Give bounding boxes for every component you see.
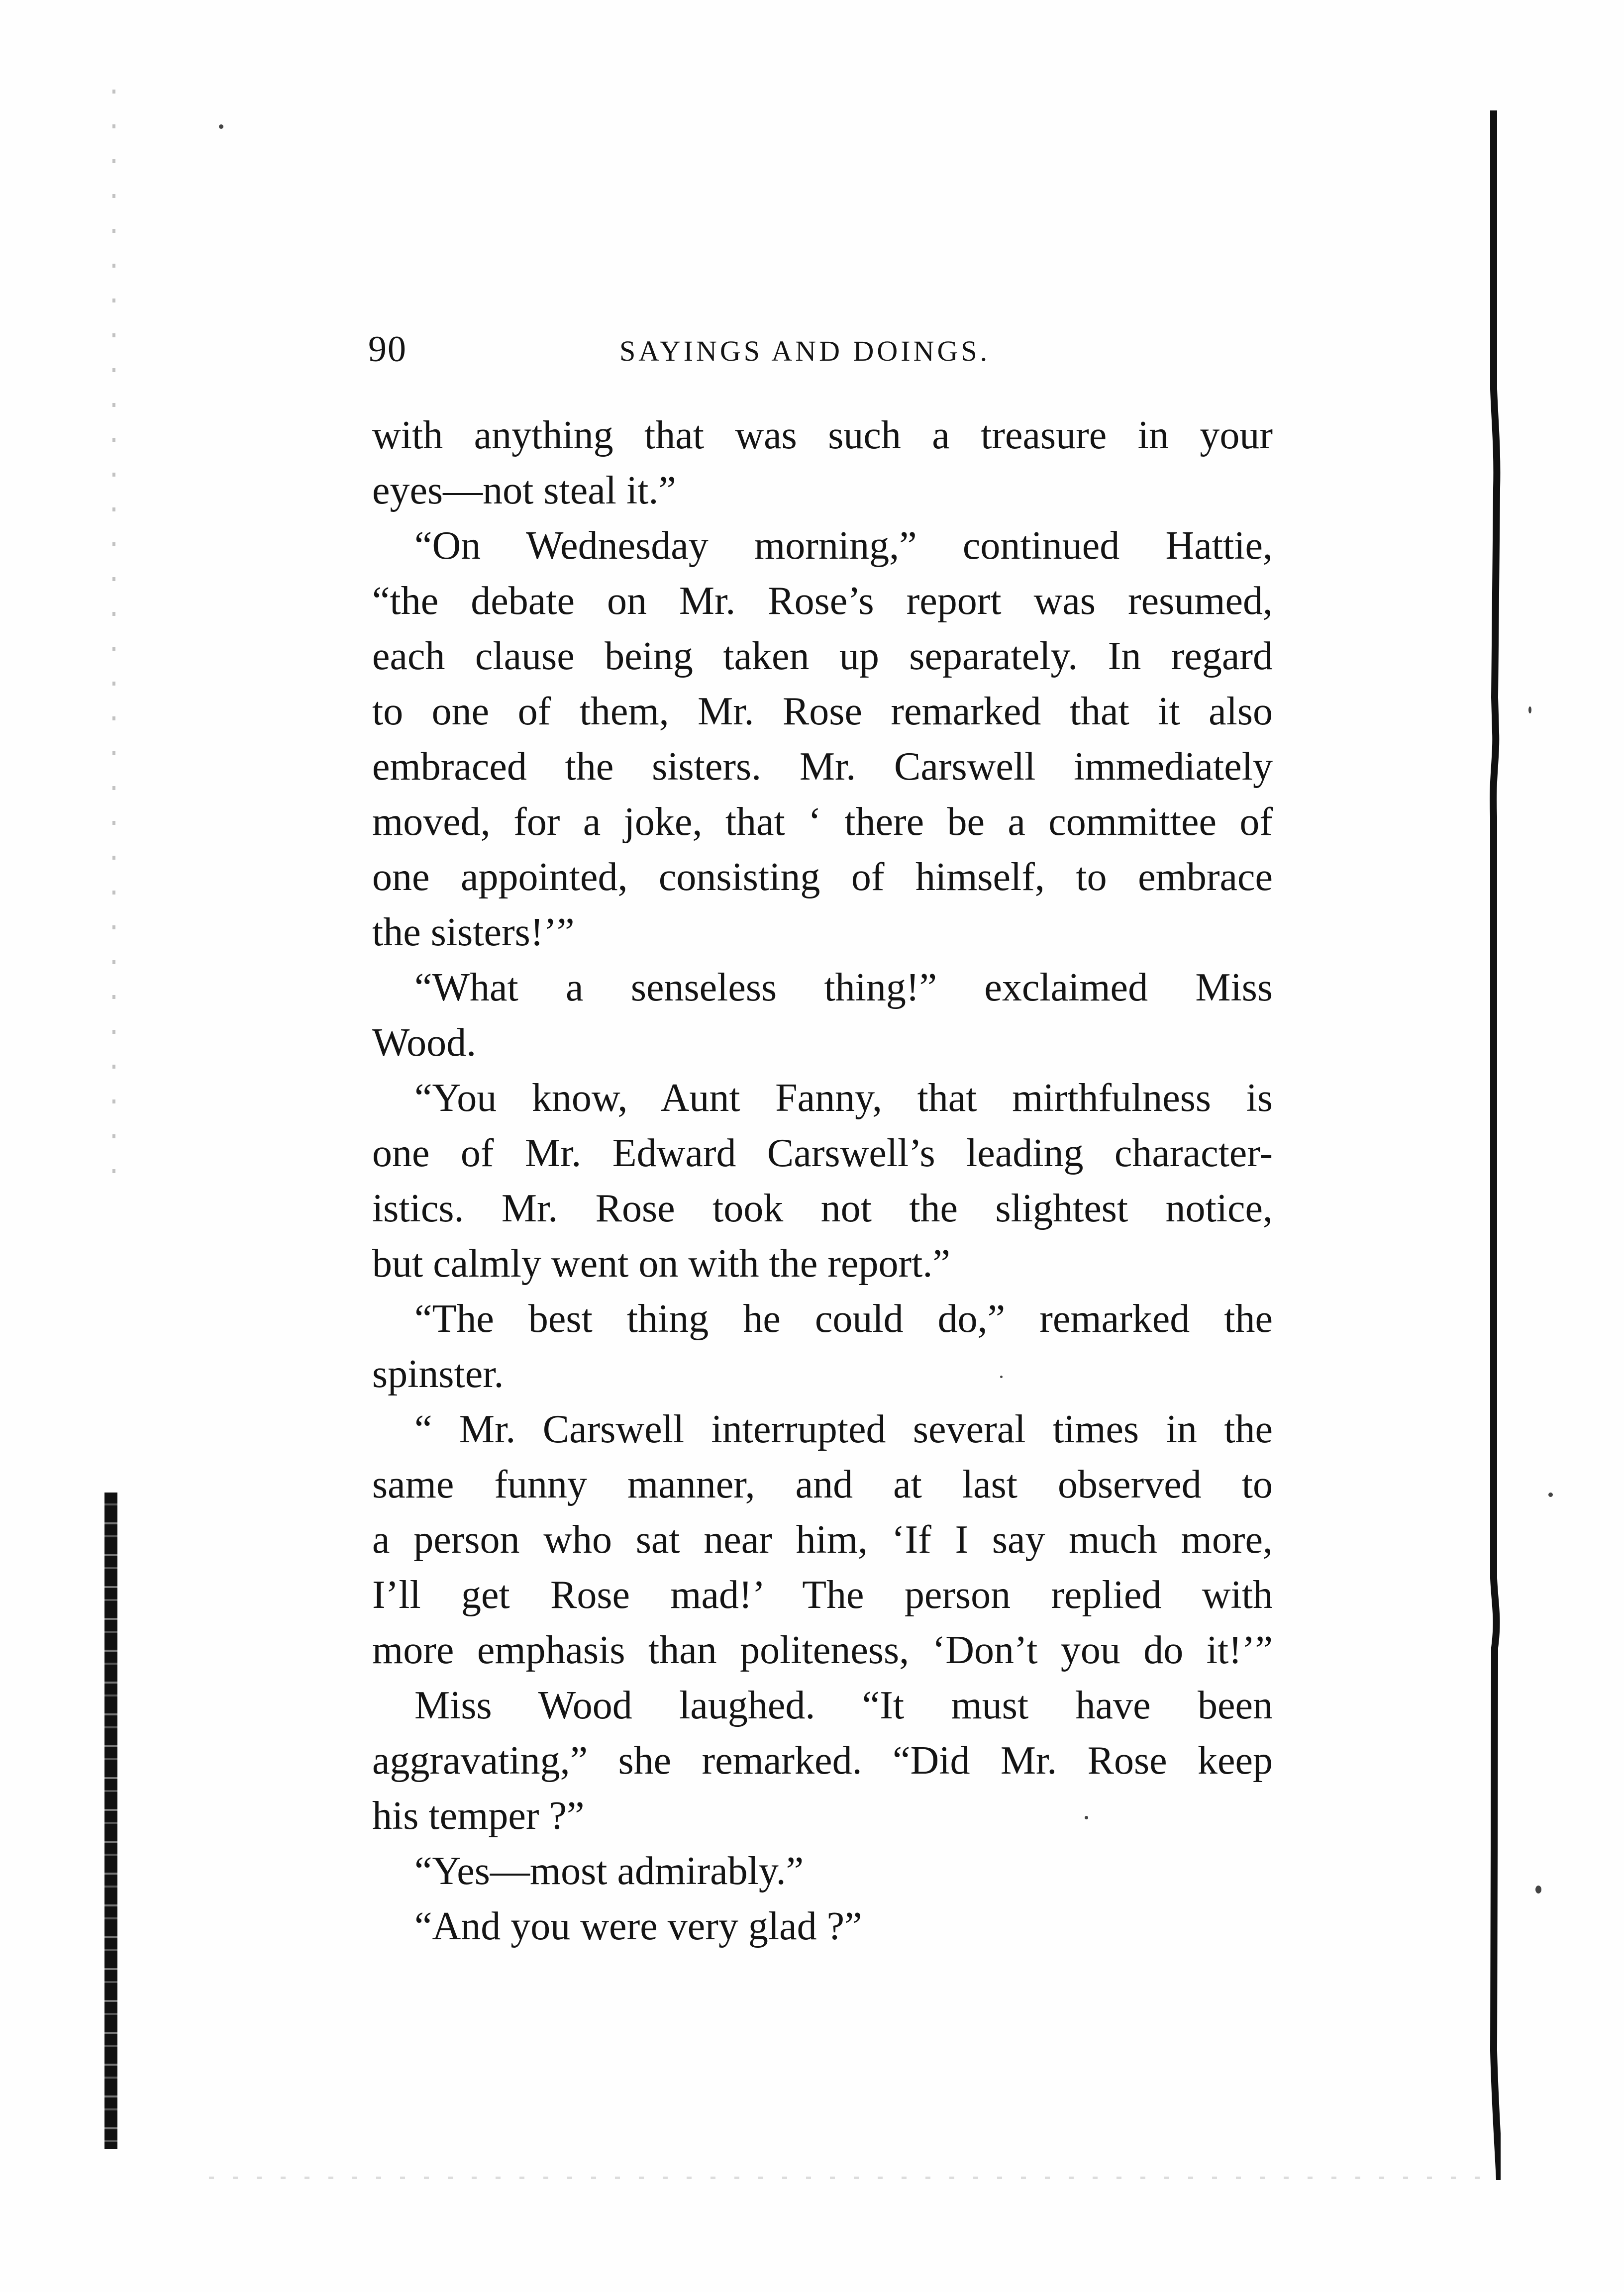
text-line: his temper ?” xyxy=(372,1794,585,1838)
text-line: spinster. xyxy=(372,1352,504,1396)
page-edge-shadow xyxy=(1487,110,1501,2180)
text-line: more emphasis than politeness, ‘Don’t you do it!’” xyxy=(372,1628,1273,1672)
text-line: to one of them, Mr. Rose remarked that it also xyxy=(372,690,1273,733)
text-line: a person who sat near him, ‘If I say much more, xyxy=(372,1518,1273,1562)
page-header xyxy=(368,323,1304,383)
text-line: one appointed, consisting of himself, to embrace xyxy=(372,855,1273,899)
scan-speck xyxy=(1528,706,1531,713)
text-line: embraced the sisters. Mr. Carswell immediately xyxy=(372,745,1273,789)
text-line: same funny manner, and at last observed to xyxy=(372,1463,1273,1506)
text-line: “ Mr. Carswell interrupted several times in the xyxy=(414,1407,1273,1451)
text-line: “Yes—most admirably.” xyxy=(414,1849,804,1893)
text-line: “On Wednesday morning,” continued Hattie, xyxy=(414,524,1273,568)
page-number: 90 xyxy=(368,329,407,370)
text-line: “You know, Aunt Fanny, that mirthfulness is xyxy=(414,1076,1273,1120)
scan-speck xyxy=(1535,1886,1541,1893)
text-line: istics. Mr. Rose took not the slightest notice, xyxy=(372,1187,1273,1230)
text-line: but calmly went on with the report.” xyxy=(372,1242,950,1286)
text-line: “The best thing he could do,” remarked the xyxy=(414,1297,1273,1341)
scan-speck xyxy=(1548,1493,1553,1497)
text-line: “And you were very glad ?” xyxy=(414,1904,862,1948)
text-line: I’ll get Rose mad!’ The person replied with xyxy=(372,1573,1273,1617)
text-line: eyes—not steal it.” xyxy=(372,469,676,512)
binding-stitch-marks xyxy=(112,90,115,1184)
bottom-scan-dots xyxy=(209,2177,1483,2179)
text-line: moved, for a joke, that ‘ there be a committee of xyxy=(372,800,1273,844)
text-line: “the debate on Mr. Rose’s report was resumed, xyxy=(372,579,1273,623)
text-line: Wood. xyxy=(372,1021,477,1065)
scan-speck xyxy=(219,124,223,129)
body-text xyxy=(372,408,1273,1954)
text-line: “What a senseless thing!” exclaimed Miss xyxy=(414,966,1273,1009)
binding-edge xyxy=(104,1493,117,2149)
text-line: each clause being taken up separately. In regard xyxy=(372,634,1273,678)
running-head: SAYINGS AND DOINGS. xyxy=(619,335,991,367)
text-line: aggravating,” she remarked. “Did Mr. Rose keep xyxy=(372,1739,1273,1783)
text-line: with anything that was such a treasure in your xyxy=(372,413,1273,457)
text-line: Miss Wood laughed. “It must have been xyxy=(414,1684,1273,1727)
text-line: the sisters!’” xyxy=(372,910,575,954)
text-line: one of Mr. Edward Carswell’s leading character- xyxy=(372,1131,1273,1175)
